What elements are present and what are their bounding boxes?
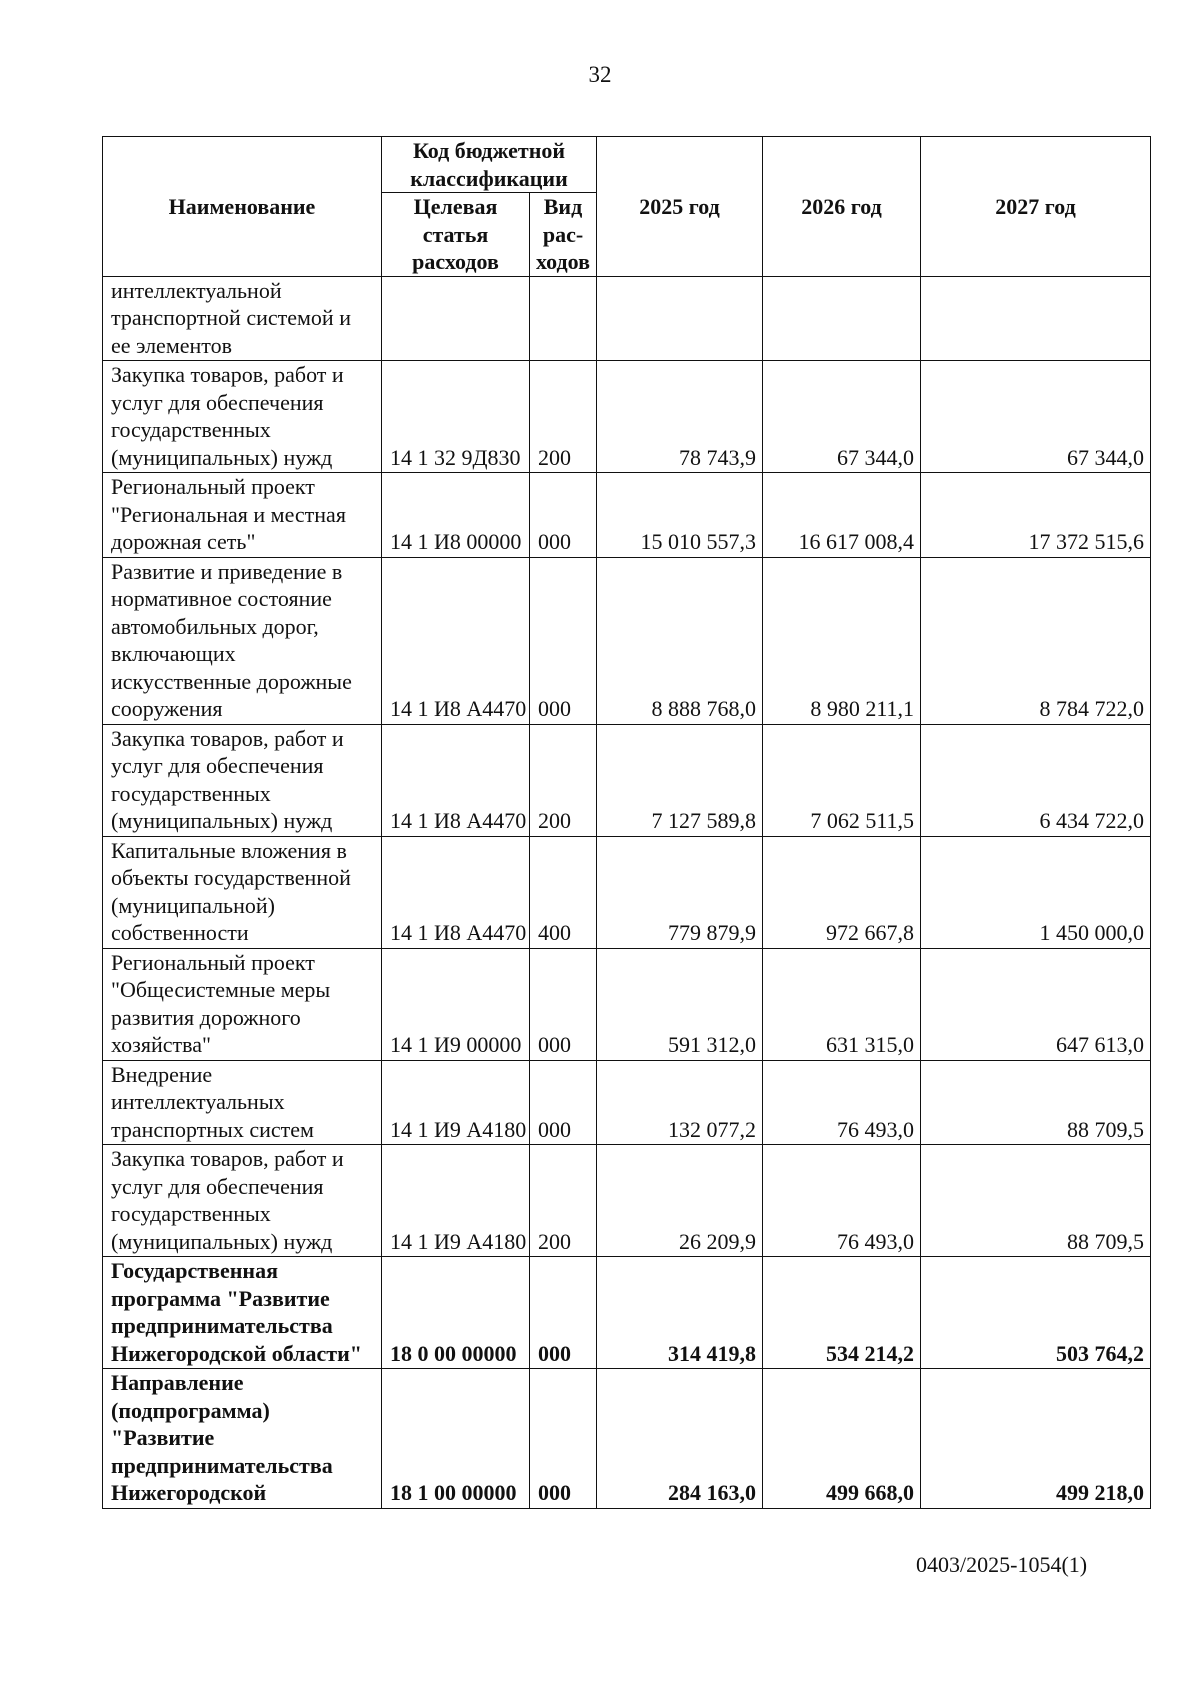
row-name: Развитие и приведение в нормативное состояние автомобильных дорог, включающих искусственные дорожные сооружения [103,557,382,724]
header-2026: 2026 год [763,137,921,277]
header-2025: 2025 год [597,137,763,277]
header-code-group: Код бюджетной классификации [382,137,597,193]
row-value-2026: 631 315,0 [763,948,921,1060]
table-row [103,557,1151,724]
row-name: Капитальные вложения в объекты государственной (муниципальной) собственности [103,836,382,948]
table-body [103,276,1151,1508]
row-value-2025: 15 010 557,3 [597,473,763,558]
table-row [103,473,1151,558]
row-value-2025: 314 419,8 [597,1257,763,1369]
row-value-2026: 972 667,8 [763,836,921,948]
row-name: Внедрение интеллектуальных транспортных систем [103,1060,382,1145]
row-value-2026: 7 062 511,5 [763,724,921,836]
row-target-article: 14 1 И8 А4470 [382,724,530,836]
row-value-2027: 8 784 722,0 [921,557,1151,724]
row-value-2025: 26 209,9 [597,1145,763,1257]
table-row [103,1145,1151,1257]
row-expense-type: 000 [530,1060,597,1145]
row-name: интеллектуальной транспортной системой и ее элементов [103,276,382,361]
row-expense-type: 400 [530,836,597,948]
row-value-2027: 88 709,5 [921,1145,1151,1257]
row-target-article: 14 1 И9 А4180 [382,1145,530,1257]
row-target-article: 18 0 00 00000 [382,1257,530,1369]
row-target-article: 14 1 И8 00000 [382,473,530,558]
row-value-2025: 7 127 589,8 [597,724,763,836]
row-name: Закупка товаров, работ и услуг для обеспечения государственных (муниципальных) нужд [103,724,382,836]
table-row [103,361,1151,473]
row-value-2026: 76 493,0 [763,1145,921,1257]
header-2027: 2027 год [921,137,1151,277]
row-value-2025 [597,276,763,361]
budget-table [102,136,1151,1509]
page-number: 32 [588,62,612,87]
row-name: Региональный проект "Региональная и местная дорожная сеть" [103,473,382,558]
row-expense-type: 200 [530,724,597,836]
row-expense-type: 200 [530,1145,597,1257]
row-target-article: 14 1 И9 00000 [382,948,530,1060]
row-value-2027: 88 709,5 [921,1060,1151,1145]
header-target-article: Целевая статья расходов [382,193,530,277]
row-value-2026: 16 617 008,4 [763,473,921,558]
header-name: Наименование [103,137,382,277]
row-expense-type: 000 [530,948,597,1060]
row-expense-type: 000 [530,557,597,724]
row-name: Региональный проект "Общесистемные меры развития дорожного хозяйства" [103,948,382,1060]
row-value-2025: 779 879,9 [597,836,763,948]
row-value-2027: 67 344,0 [921,361,1151,473]
row-value-2026: 67 344,0 [763,361,921,473]
table-row [103,1369,1151,1509]
row-value-2025: 132 077,2 [597,1060,763,1145]
row-target-article [382,276,530,361]
table-row [103,724,1151,836]
row-value-2026: 8 980 211,1 [763,557,921,724]
row-name: Закупка товаров, работ и услуг для обеспечения государственных (муниципальных) нужд [103,1145,382,1257]
row-value-2027 [921,276,1151,361]
row-value-2025: 591 312,0 [597,948,763,1060]
table-header [103,137,1151,277]
table-row [103,836,1151,948]
row-name: Направление (подпрограмма) "Развитие предпринимательства Нижегородской [103,1369,382,1509]
row-value-2027: 647 613,0 [921,948,1151,1060]
row-value-2026: 499 668,0 [763,1369,921,1509]
row-name: Государственная программа "Развитие предпринимательства Нижегородской области" [103,1257,382,1369]
row-value-2025: 78 743,9 [597,361,763,473]
row-name: Закупка товаров, работ и услуг для обеспечения государственных (муниципальных) нужд [103,361,382,473]
row-value-2025: 8 888 768,0 [597,557,763,724]
table-row [103,276,1151,361]
row-value-2025: 284 163,0 [597,1369,763,1509]
row-target-article: 18 1 00 00000 [382,1369,530,1509]
table-row [103,1257,1151,1369]
table-row [103,948,1151,1060]
row-target-article: 14 1 И8 А4470 [382,836,530,948]
row-expense-type: 000 [530,1369,597,1509]
row-value-2026: 534 214,2 [763,1257,921,1369]
row-value-2027: 503 764,2 [921,1257,1151,1369]
row-target-article: 14 1 И9 А4180 [382,1060,530,1145]
row-target-article: 14 1 И8 А4470 [382,557,530,724]
row-expense-type [530,276,597,361]
row-expense-type: 000 [530,1257,597,1369]
row-expense-type: 000 [530,473,597,558]
row-value-2026 [763,276,921,361]
row-value-2027: 499 218,0 [921,1369,1151,1509]
header-expense-type: Вид рас-ходов [530,193,597,277]
table-row [103,1060,1151,1145]
row-target-article: 14 1 32 9Д830 [382,361,530,473]
row-value-2027: 17 372 515,6 [921,473,1151,558]
row-expense-type: 200 [530,361,597,473]
row-value-2027: 6 434 722,0 [921,724,1151,836]
row-value-2026: 76 493,0 [763,1060,921,1145]
row-value-2027: 1 450 000,0 [921,836,1151,948]
document-number: 0403/2025-1054(1) [916,1552,1088,1577]
